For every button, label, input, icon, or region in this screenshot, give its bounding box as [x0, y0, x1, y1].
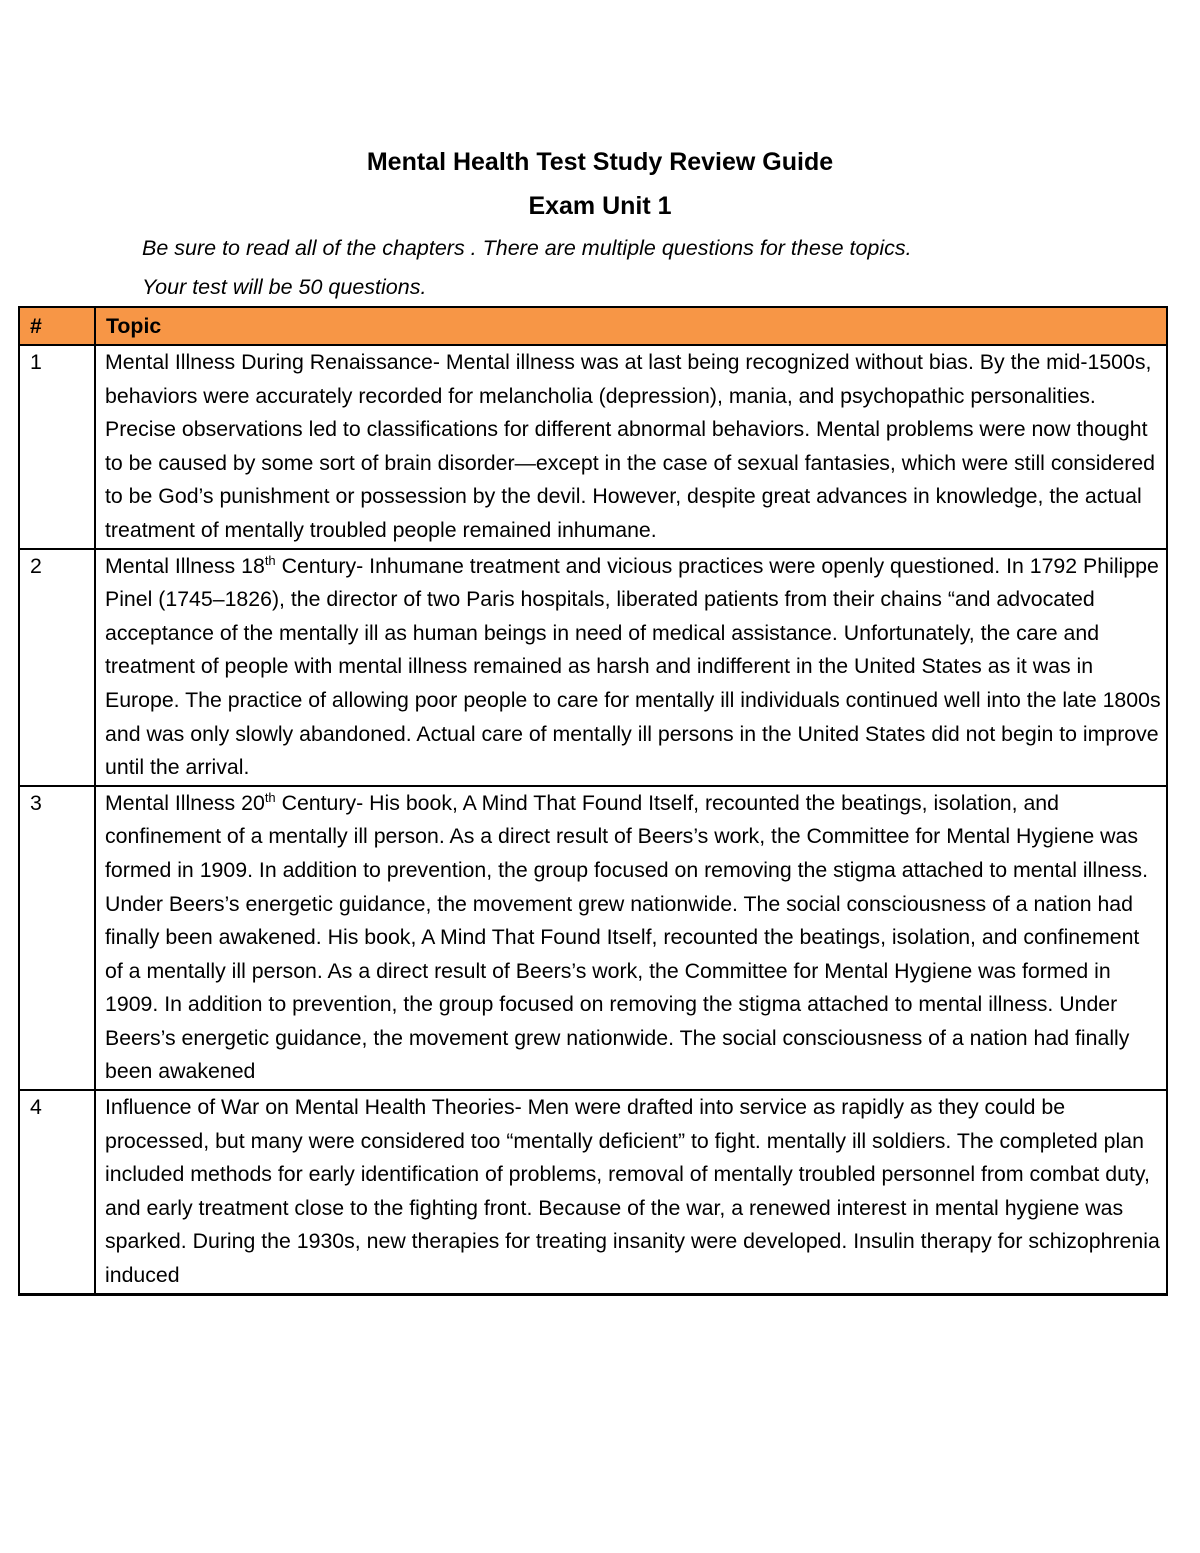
document-subtitle: Exam Unit 1 [528, 192, 672, 220]
topics-table [18, 306, 1168, 1296]
column-header-number: # [19, 307, 95, 345]
document-title: Mental Health Test Study Review Guide [366, 148, 834, 176]
row-number: 3 [19, 786, 95, 1090]
instruction-note-question-count: Your test will be 50 questions. [142, 275, 427, 299]
topic-text: Influence of War on Mental Health Theories- Men were drafted into service as rapidly as they could be processed, but many were considered too “mentally deficient” to fight. mentally ill soldiers. The completed plan included methods for early identification of problems, removal of mentally troubled personnel from combat duty, and early treatment close to the fighting front. Because of the war, a renewed interest in mental hygiene was sparked. During the 1930s, new therapies for treating insanity were developed. Insulin therapy for schizophrenia induced [95, 1090, 1167, 1294]
column-header-topic: Topic [95, 307, 1167, 345]
instruction-note-chapters: Be sure to read all of the chapters . There are multiple questions for these topics. [142, 236, 912, 260]
row-number: 4 [19, 1090, 95, 1294]
table-row [19, 345, 1167, 549]
topic-cell [95, 549, 1167, 786]
ordinal-superscript: th [264, 552, 276, 568]
topic-text: Century- His book, A Mind That Found Itself, recounted the beatings, isolation, and confinement of a mentally ill person. As a direct result of Beers’s work, the Committee for Mental Hygiene was formed in 1909. In addition to prevention, the group focused on removing the stigma attached to mental illness. Under Beers’s energetic guidance, the movement grew nationwide. The social consciousness of a nation had finally been awakened. His book, A Mind That Found Itself, recounted the beatings, isolation, and confinement of a mentally ill person. As a direct result of Beers’s work, the Committee for Mental Hygiene was formed in 1909. In addition to prevention, the group focused on removing the stigma attached to mental illness. Under Beers’s energetic guidance, the movement grew nationwide. The social consciousness of a nation had finally been awakened [105, 790, 1148, 1084]
topic-text: Mental Illness During Renaissance- Mental illness was at last being recognized without bias. By the mid-1500s, behaviors were accurately recorded for melancholia (depression), mania, and psychopathic personalities. Precise observations led to classifications for different abnormal behaviors. Mental problems were now thought to be caused by some sort of brain disorder—except in the case of sexual fantasies, which were still considered to be God’s punishment or possession by the devil. However, despite great advances in knowledge, the actual treatment of mentally troubled people remained inhumane. [95, 345, 1167, 549]
topic-cell [95, 786, 1167, 1090]
row-number: 2 [19, 549, 95, 786]
table-row [19, 786, 1167, 1090]
table-row [19, 1090, 1167, 1294]
table-header-row [19, 307, 1167, 345]
topic-text: Century- Inhumane treatment and vicious practices were openly questioned. In 1792 Philippe Pinel (1745–1826), the director of two Paris hospitals, liberated patients from their chains “and advocated acceptance of the mentally ill as human beings in need of medical assistance. Unfortunately, the care and treatment of people with mental illness remained as harsh and indifferent in the United States as it was in Europe. The practice of allowing poor people to care for mentally ill individuals continued well into the late 1800s and was only slowly abandoned. Actual care of mentally ill persons in the United States did not begin to improve until the arrival. [105, 553, 1161, 780]
topic-title: Mental Illness 20 [105, 790, 265, 815]
ordinal-superscript: th [264, 789, 276, 805]
row-number: 1 [19, 345, 95, 549]
topic-title: Mental Illness 18 [105, 553, 265, 578]
table-row [19, 549, 1167, 786]
